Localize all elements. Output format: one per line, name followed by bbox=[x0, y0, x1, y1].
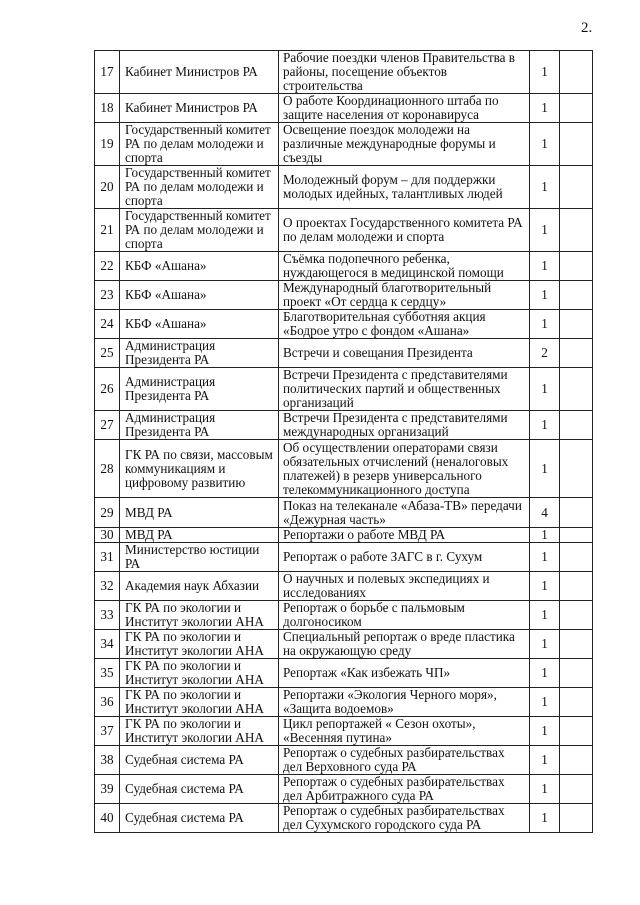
blank-cell bbox=[560, 166, 593, 209]
page-number: 2. bbox=[581, 20, 593, 36]
organization-cell: ГК РА по связи, массовым коммуникациям и цифровому развитию bbox=[120, 440, 279, 498]
table-row bbox=[95, 252, 593, 281]
blank-cell bbox=[560, 498, 593, 528]
table-row bbox=[95, 746, 593, 775]
organization-cell: ГК РА по экологии и Институт экологии АНА bbox=[120, 659, 279, 688]
organization-cell: КБФ «Ашана» bbox=[120, 252, 279, 281]
count-cell: 1 bbox=[530, 94, 560, 123]
topic-cell: Встречи Президента с представителями международных организаций bbox=[279, 411, 530, 440]
count-cell: 1 bbox=[530, 543, 560, 572]
topic-cell: Встречи и совещания Президента bbox=[279, 339, 530, 368]
topic-cell: Репортажи о работе МВД РА bbox=[279, 528, 530, 543]
count-cell: 1 bbox=[530, 572, 560, 601]
blank-cell bbox=[560, 368, 593, 411]
count-cell: 1 bbox=[530, 630, 560, 659]
blank-cell bbox=[560, 94, 593, 123]
row-number: 39 bbox=[95, 775, 120, 804]
row-number: 21 bbox=[95, 209, 120, 252]
table-row bbox=[95, 411, 593, 440]
organization-cell: Кабинет Министров РА bbox=[120, 94, 279, 123]
blank-cell bbox=[560, 775, 593, 804]
blank-cell bbox=[560, 339, 593, 368]
row-number: 20 bbox=[95, 166, 120, 209]
organization-cell: Государственный комитет РА по делам молодежи и спорта bbox=[120, 123, 279, 166]
organization-cell: Судебная система РА bbox=[120, 746, 279, 775]
count-cell: 1 bbox=[530, 688, 560, 717]
table-row bbox=[95, 123, 593, 166]
organization-cell: Администрация Президента РА bbox=[120, 368, 279, 411]
table-row bbox=[95, 281, 593, 310]
topic-cell: Специальный репортаж о вреде пластика на окружающую среду bbox=[279, 630, 530, 659]
count-cell: 1 bbox=[530, 368, 560, 411]
count-cell: 1 bbox=[530, 775, 560, 804]
topic-cell: Международный благотворительный проект «От сердца к сердцу» bbox=[279, 281, 530, 310]
count-cell: 1 bbox=[530, 281, 560, 310]
count-cell: 1 bbox=[530, 310, 560, 339]
row-number: 26 bbox=[95, 368, 120, 411]
count-cell: 4 bbox=[530, 498, 560, 528]
row-number: 37 bbox=[95, 717, 120, 746]
blank-cell bbox=[560, 528, 593, 543]
organization-cell: КБФ «Ашана» bbox=[120, 281, 279, 310]
table-row bbox=[95, 310, 593, 339]
topic-cell: Показ на телеканале «Абаза-ТВ» передачи «Дежурная часть» bbox=[279, 498, 530, 528]
topic-cell: Репортаж о судебных разбирательствах дел Арбитражного суда РА bbox=[279, 775, 530, 804]
blank-cell bbox=[560, 51, 593, 94]
count-cell: 1 bbox=[530, 659, 560, 688]
row-number: 29 bbox=[95, 498, 120, 528]
topic-cell: Об осуществлении операторами связи обязательных отчислений (неналоговых платежей) в резерв универсального телекоммуникационного доступа bbox=[279, 440, 530, 498]
topic-cell: Встречи Президента с представителями политических партий и общественных организаций bbox=[279, 368, 530, 411]
table-row bbox=[95, 368, 593, 411]
row-number: 33 bbox=[95, 601, 120, 630]
organization-cell: МВД РА bbox=[120, 498, 279, 528]
organization-cell: Кабинет Министров РА bbox=[120, 51, 279, 94]
count-cell: 1 bbox=[530, 440, 560, 498]
table-row bbox=[95, 339, 593, 368]
row-number: 24 bbox=[95, 310, 120, 339]
count-cell: 1 bbox=[530, 528, 560, 543]
blank-cell bbox=[560, 601, 593, 630]
table-row bbox=[95, 630, 593, 659]
topic-cell: Рабочие поездки членов Правительства в районы, посещение объектов строительства bbox=[279, 51, 530, 94]
topic-cell: Съёмка подопечного ребенка, нуждающегося в медицинской помощи bbox=[279, 252, 530, 281]
topic-cell: О научных и полевых экспедициях и исследованиях bbox=[279, 572, 530, 601]
row-number: 23 bbox=[95, 281, 120, 310]
table-row bbox=[95, 659, 593, 688]
organization-cell: ГК РА по экологии и Институт экологии АНА bbox=[120, 717, 279, 746]
blank-cell bbox=[560, 440, 593, 498]
blank-cell bbox=[560, 310, 593, 339]
organization-cell: Администрация Президента РА bbox=[120, 339, 279, 368]
row-number: 34 bbox=[95, 630, 120, 659]
organization-cell: Администрация Президента РА bbox=[120, 411, 279, 440]
table-row bbox=[95, 528, 593, 543]
organization-cell: ГК РА по экологии и Институт экологии АНА bbox=[120, 688, 279, 717]
topic-cell: Репортаж «Как избежать ЧП» bbox=[279, 659, 530, 688]
table-row bbox=[95, 498, 593, 528]
row-number: 28 bbox=[95, 440, 120, 498]
topic-cell: Репортаж о работе ЗАГС в г. Сухум bbox=[279, 543, 530, 572]
blank-cell bbox=[560, 543, 593, 572]
organization-cell: КБФ «Ашана» bbox=[120, 310, 279, 339]
topic-cell: О работе Координационного штаба по защите населения от коронавируса bbox=[279, 94, 530, 123]
row-number: 25 bbox=[95, 339, 120, 368]
row-number: 19 bbox=[95, 123, 120, 166]
table-row bbox=[95, 51, 593, 94]
row-number: 40 bbox=[95, 804, 120, 833]
organization-cell: ГК РА по экологии и Институт экологии АНА bbox=[120, 601, 279, 630]
count-cell: 1 bbox=[530, 601, 560, 630]
blank-cell bbox=[560, 659, 593, 688]
count-cell: 1 bbox=[530, 746, 560, 775]
topic-cell: Молодежный форум – для поддержки молодых идейных, талантливых людей bbox=[279, 166, 530, 209]
blank-cell bbox=[560, 717, 593, 746]
row-number: 27 bbox=[95, 411, 120, 440]
table-row bbox=[95, 209, 593, 252]
organization-cell: Министерство юстиции РА bbox=[120, 543, 279, 572]
table-row bbox=[95, 166, 593, 209]
count-cell: 1 bbox=[530, 51, 560, 94]
row-number: 22 bbox=[95, 252, 120, 281]
count-cell: 1 bbox=[530, 209, 560, 252]
blank-cell bbox=[560, 411, 593, 440]
organization-cell: Судебная система РА bbox=[120, 775, 279, 804]
topic-cell: Цикл репортажей « Сезон охоты», «Весенняя путина» bbox=[279, 717, 530, 746]
row-number: 32 bbox=[95, 572, 120, 601]
topic-cell: Благотворительная субботняя акция «Бодрое утро с фондом «Ашана» bbox=[279, 310, 530, 339]
organization-cell: Академия наук Абхазии bbox=[120, 572, 279, 601]
count-cell: 1 bbox=[530, 123, 560, 166]
topic-cell: Репортаж о судебных разбирательствах дел Сухумского городского суда РА bbox=[279, 804, 530, 833]
organization-cell: ГК РА по экологии и Институт экологии АНА bbox=[120, 630, 279, 659]
organization-cell: Государственный комитет РА по делам молодежи и спорта bbox=[120, 209, 279, 252]
blank-cell bbox=[560, 746, 593, 775]
topic-cell: О проектах Государственного комитета РА по делам молодежи и спорта bbox=[279, 209, 530, 252]
blank-cell bbox=[560, 123, 593, 166]
blank-cell bbox=[560, 630, 593, 659]
organization-cell: МВД РА bbox=[120, 528, 279, 543]
blank-cell bbox=[560, 281, 593, 310]
table-row bbox=[95, 572, 593, 601]
table-row bbox=[95, 775, 593, 804]
table-row bbox=[95, 688, 593, 717]
row-number: 18 bbox=[95, 94, 120, 123]
topic-cell: Репортаж о борьбе с пальмовым долгоносиком bbox=[279, 601, 530, 630]
topic-cell: Освещение поездок молодежи на различные международные форумы и съезды bbox=[279, 123, 530, 166]
row-number: 31 bbox=[95, 543, 120, 572]
blank-cell bbox=[560, 572, 593, 601]
table-row bbox=[95, 543, 593, 572]
count-cell: 1 bbox=[530, 804, 560, 833]
table-row bbox=[95, 804, 593, 833]
blank-cell bbox=[560, 804, 593, 833]
table-row bbox=[95, 94, 593, 123]
blank-cell bbox=[560, 252, 593, 281]
organization-cell: Судебная система РА bbox=[120, 804, 279, 833]
blank-cell bbox=[560, 688, 593, 717]
row-number: 38 bbox=[95, 746, 120, 775]
topic-cell: Репортажи «Экология Черного моря», «Защита водоемов» bbox=[279, 688, 530, 717]
table-body bbox=[95, 51, 593, 833]
count-cell: 2 bbox=[530, 339, 560, 368]
count-cell: 1 bbox=[530, 411, 560, 440]
topic-cell: Репортаж о судебных разбирательствах дел Верховного суда РА bbox=[279, 746, 530, 775]
row-number: 17 bbox=[95, 51, 120, 94]
organization-cell: Государственный комитет РА по делам молодежи и спорта bbox=[120, 166, 279, 209]
blank-cell bbox=[560, 209, 593, 252]
count-cell: 1 bbox=[530, 252, 560, 281]
row-number: 35 bbox=[95, 659, 120, 688]
count-cell: 1 bbox=[530, 166, 560, 209]
row-number: 36 bbox=[95, 688, 120, 717]
table-row bbox=[95, 717, 593, 746]
count-cell: 1 bbox=[530, 717, 560, 746]
table-row bbox=[95, 440, 593, 498]
row-number: 30 bbox=[95, 528, 120, 543]
table-row bbox=[95, 601, 593, 630]
media-coverage-table bbox=[94, 50, 593, 833]
